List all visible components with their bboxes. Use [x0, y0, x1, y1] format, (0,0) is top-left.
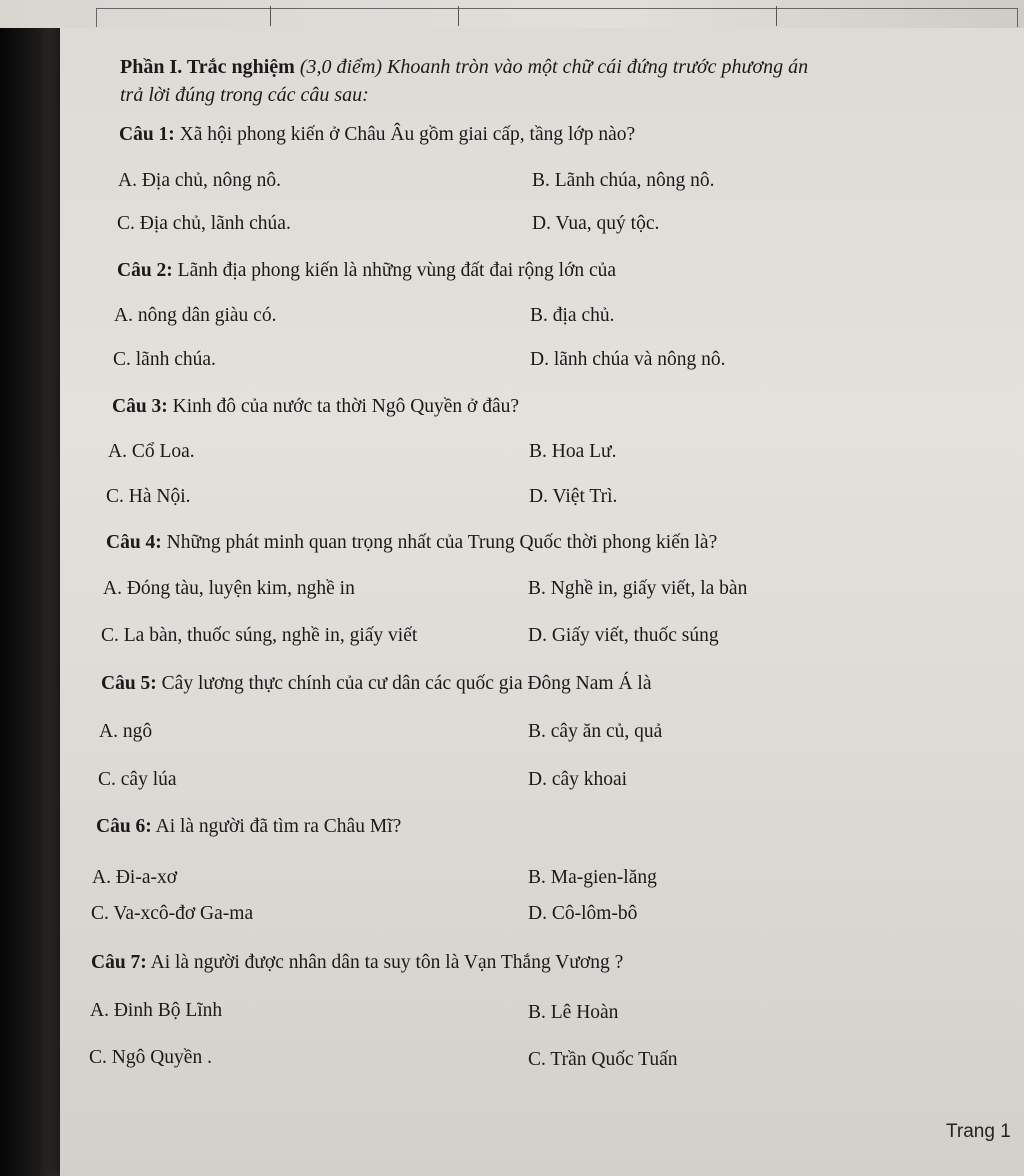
q4-option-a[interactable]: A. Đóng tàu, luyện kim, nghề in	[103, 578, 355, 599]
q4-option-d[interactable]: D. Giấy viết, thuốc súng	[528, 625, 719, 646]
q6-option-a[interactable]: A. Đi-a-xơ	[92, 867, 178, 888]
q5-option-d[interactable]: D. cây khoai	[528, 769, 628, 790]
part-heading: Phần I. Trắc nghiệm (3,0 điểm) Khoanh tròn vào một chữ cái đứng trước phương án	[120, 56, 809, 78]
q5-option-b[interactable]: B. cây ăn củ, quả	[528, 721, 663, 742]
question-2: Câu 2: Lãnh địa phong kiến là những vùng đất đai rộng lớn của	[117, 260, 617, 281]
q7-option-d[interactable]: C. Trần Quốc Tuấn	[528, 1049, 678, 1070]
question-7: Câu 7: Ai là người được nhân dân ta suy tôn là Vạn Thắng Vương ?	[91, 952, 624, 973]
q3-option-a[interactable]: A. Cổ Loa.	[108, 441, 195, 462]
q4-option-b[interactable]: B. Nghề in, giấy viết, la bàn	[528, 578, 748, 599]
question-3: Câu 3: Kinh đô của nước ta thời Ngô Quyền ở đâu?	[112, 396, 520, 417]
q1-option-a[interactable]: A. Địa chủ, nông nô.	[118, 170, 282, 191]
q1-option-c[interactable]: C. Địa chủ, lãnh chúa.	[117, 213, 291, 234]
q5-option-c[interactable]: C. cây lúa	[98, 769, 177, 790]
page-number: Trang 1	[946, 1121, 1011, 1142]
part-instruction: trả lời đúng trong các câu sau:	[120, 84, 369, 106]
question-1: Câu 1: Xã hội phong kiến ở Châu Âu gồm giai cấp, tầng lớp nào?	[119, 124, 636, 145]
q5-option-a[interactable]: A. ngô	[99, 721, 153, 742]
q3-option-b[interactable]: B. Hoa Lư.	[529, 441, 617, 462]
q2-option-c[interactable]: C. lãnh chúa.	[113, 349, 216, 370]
q7-option-c[interactable]: C. Ngô Quyền .	[89, 1047, 212, 1068]
q1-option-d[interactable]: D. Vua, quý tộc.	[532, 213, 660, 234]
question-5: Câu 5: Cây lương thực chính của cư dân các quốc gia Đông Nam Á là	[101, 673, 652, 694]
q3-option-d[interactable]: D. Việt Trì.	[529, 486, 618, 507]
q6-option-c[interactable]: C. Va-xcô-đơ Ga-ma	[91, 903, 254, 924]
q2-option-d[interactable]: D. lãnh chúa và nông nô.	[530, 349, 726, 370]
q1-option-b[interactable]: B. Lãnh chúa, nông nô.	[532, 170, 715, 191]
q6-option-b[interactable]: B. Ma-gien-lăng	[528, 867, 657, 888]
question-6: Câu 6: Ai là người đã tìm ra Châu Mĩ?	[96, 816, 402, 837]
q7-option-a[interactable]: A. Đinh Bộ Lĩnh	[90, 1000, 223, 1021]
question-4: Câu 4: Những phát minh quan trọng nhất của Trung Quốc thời phong kiến là?	[106, 532, 718, 553]
q4-option-c[interactable]: C. La bàn, thuốc súng, nghề in, giấy viết	[101, 625, 418, 646]
q7-option-b[interactable]: B. Lê Hoàn	[528, 1002, 619, 1023]
q6-option-d[interactable]: D. Cô-lôm-bô	[528, 903, 638, 924]
q2-option-a[interactable]: A. nông dân giàu có.	[114, 305, 277, 326]
q2-option-b[interactable]: B. địa chủ.	[530, 305, 615, 326]
q3-option-c[interactable]: C. Hà Nội.	[106, 486, 191, 507]
